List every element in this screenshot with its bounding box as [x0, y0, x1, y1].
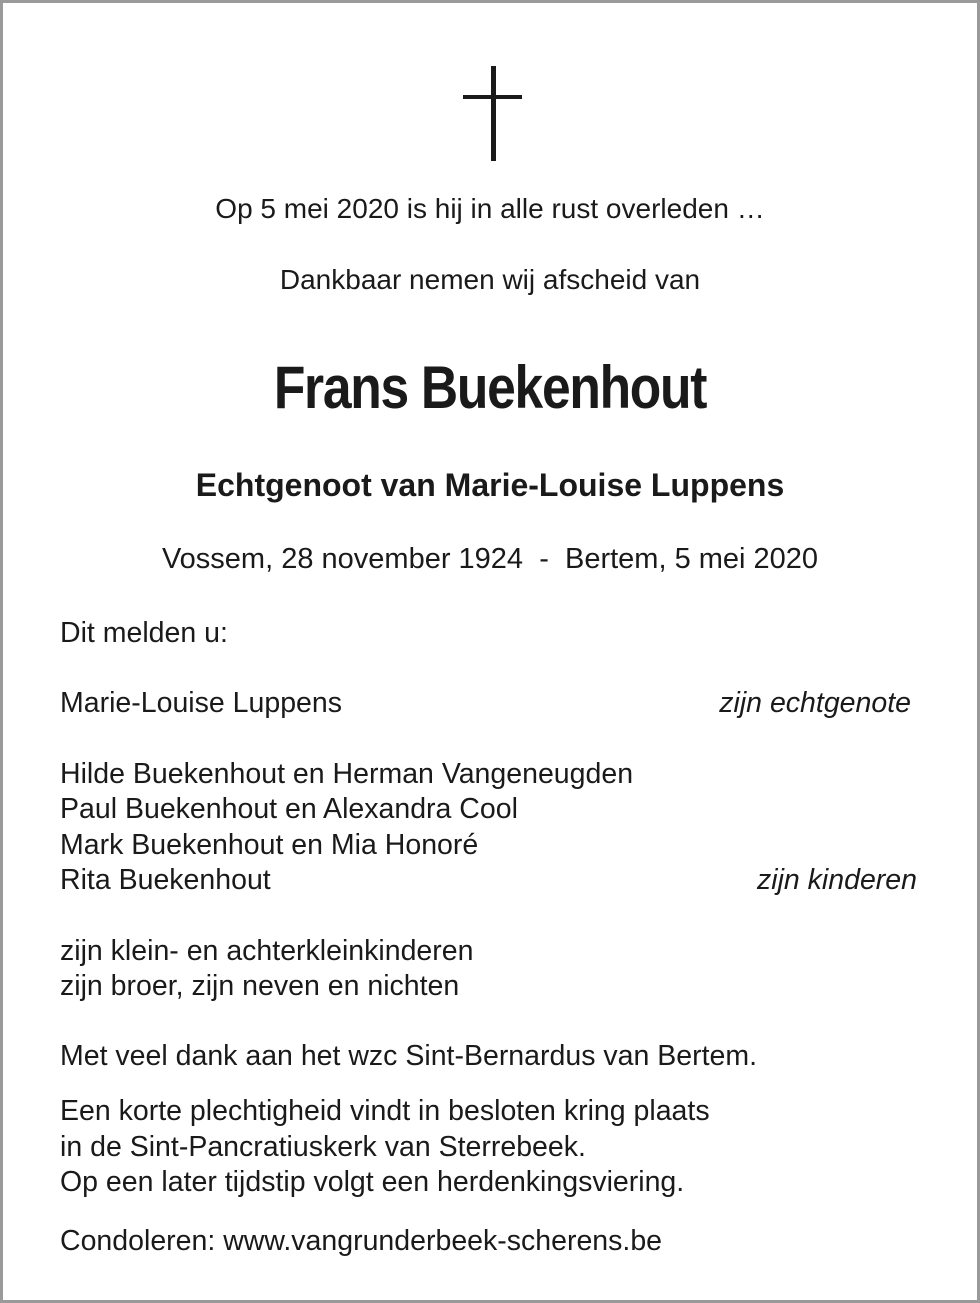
condolences-line: Condoleren: www.vangrunderbeek-scherens.be	[60, 1225, 663, 1257]
spouse-entry-role: zijn echtgenote	[719, 687, 911, 719]
spouse-entry-name: Marie-Louise Luppens	[60, 687, 343, 719]
spouse-line: Echtgenoot van Marie-Louise Luppens	[195, 467, 785, 503]
thanks-line: Met veel dank aan het wzc Sint-Bernardus van Bertem.	[60, 1040, 758, 1072]
relatives-line-2: zijn broer, zijn neven en nichten	[60, 970, 460, 1002]
child-1: Hilde Buekenhout en Herman Vangeneugden	[60, 758, 634, 790]
relatives-line-1: zijn klein- en achterkleinkinderen	[60, 935, 474, 967]
ceremony-line-3: Op een later tijdstip volgt een herdenkingsviering.	[60, 1166, 685, 1198]
deceased-name: Frans Buekenhout	[273, 354, 707, 421]
farewell-line: Dankbaar nemen wij afscheid van	[279, 264, 701, 295]
ceremony-line-1: Een korte plechtigheid vindt in besloten kring plaats	[60, 1095, 710, 1127]
death-info: Bertem, 5 mei 2020	[564, 543, 819, 575]
child-4: Rita Buekenhout	[60, 864, 271, 896]
child-3: Mark Buekenhout en Mia Honoré	[60, 829, 479, 861]
intro-line: Op 5 mei 2020 is hij in alle rust overleden …	[215, 193, 765, 224]
child-2: Paul Buekenhout en Alexandra Cool	[60, 793, 518, 825]
children-role: zijn kinderen	[756, 864, 917, 896]
date-separator: -	[539, 543, 549, 575]
birth-info: Vossem, 28 november 1924	[161, 543, 524, 575]
cross-icon	[463, 66, 525, 162]
announcers-heading: Dit melden u:	[60, 617, 228, 649]
birth-death-line	[3, 543, 977, 576]
ceremony-line-2: in de Sint-Pancratiuskerk van Sterrebeek.	[60, 1131, 586, 1163]
